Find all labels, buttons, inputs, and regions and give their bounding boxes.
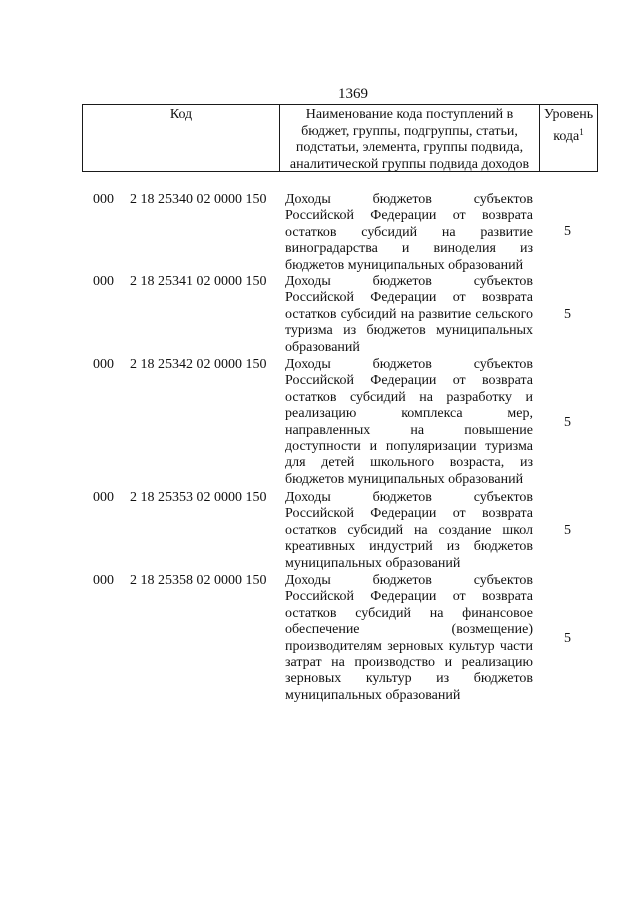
revenue-name-line: зерновых культур из бюджетов [285, 671, 533, 687]
admin-code: 000 [93, 192, 114, 207]
revenue-name-line: реализацию комплекса мер, [285, 406, 533, 422]
revenue-name-line: обеспечение (возмещение) [285, 622, 533, 638]
code-level: 5 [564, 523, 571, 538]
revenue-name [285, 192, 533, 274]
revenue-name-line: муниципальных образований [285, 687, 461, 703]
table-row [82, 573, 596, 704]
revenue-name-line: Российской Федерации от возврата [285, 589, 533, 605]
revenue-name-line: виноградарства и виноделия из [285, 241, 533, 257]
code-level: 5 [564, 631, 571, 646]
revenue-name-line: остатков субсидий на разработку и [285, 389, 533, 405]
admin-code: 000 [93, 573, 114, 588]
revenue-name-line: креативных индустрий из бюджетов [285, 539, 533, 555]
header-level [540, 107, 597, 145]
revenue-name-line: Российской Федерации от возврата [285, 506, 533, 522]
admin-code: 000 [93, 274, 114, 289]
revenue-name-line: Доходы бюджетов субъектов [285, 192, 533, 207]
revenue-code: 2 18 25358 02 0000 150 [130, 573, 267, 588]
revenue-name-line: производителям зерновых культур части [285, 638, 533, 654]
revenue-name [285, 274, 533, 356]
revenue-name-line: Российской Федерации от возврата [285, 373, 533, 389]
table-row [82, 274, 596, 356]
code-level: 5 [564, 415, 571, 430]
revenue-name-line: Доходы бюджетов субъектов [285, 274, 533, 289]
revenue-code: 2 18 25353 02 0000 150 [130, 490, 267, 505]
header-level-line [540, 124, 597, 146]
header-name-line: подстатьи, элемента, группы подвида, [295, 140, 524, 155]
header-name-line: Наименование кода поступлений в [305, 107, 514, 122]
header-name-line: бюджет, группы, подгруппы, статьи, [301, 123, 518, 139]
table-header [82, 104, 598, 172]
header-level-line: Уровень [543, 107, 594, 122]
footnote-marker: 1 [579, 126, 584, 137]
revenue-name [285, 573, 533, 704]
revenue-name-line: остатков субсидий на развитие [285, 224, 533, 240]
table-row [82, 357, 596, 488]
revenue-name-line: для детей школьного возраста, из [285, 455, 533, 471]
revenue-name-line: Доходы бюджетов субъектов [285, 573, 533, 588]
admin-code: 000 [93, 357, 114, 372]
table-row [82, 192, 596, 274]
header-name [280, 107, 539, 173]
revenue-name-line: остатков субсидий на развитие сельского [285, 306, 533, 322]
revenue-name-line: затрат на производство и реализацию [285, 654, 533, 670]
revenue-name-line: направленных на повышение [285, 422, 533, 438]
revenue-name-line: туризма из бюджетов муниципальных [285, 323, 533, 339]
revenue-code: 2 18 25342 02 0000 150 [130, 357, 267, 372]
header-code: Код [169, 107, 193, 122]
revenue-name-line: остатков субсидий на создание школ [285, 522, 533, 538]
revenue-name-line: муниципальных образований [285, 555, 461, 571]
header-name-line: аналитической группы подвида доходов [289, 156, 530, 172]
revenue-name-line: Российской Федерации от возврата [285, 290, 533, 306]
admin-code: 000 [93, 490, 114, 505]
revenue-name-line: доступности и популяризации туризма [285, 438, 533, 454]
revenue-code: 2 18 25341 02 0000 150 [130, 274, 267, 289]
revenue-name-line: Российской Федерации от возврата [285, 208, 533, 224]
revenue-code: 2 18 25340 02 0000 150 [130, 192, 267, 207]
revenue-name-line: образований [285, 339, 360, 355]
table-row [82, 490, 596, 572]
code-level: 5 [564, 224, 571, 239]
header-level-text: кода [553, 128, 580, 144]
revenue-name-line: бюджетов муниципальных образований [285, 257, 524, 273]
revenue-name-line: Доходы бюджетов субъектов [285, 490, 533, 505]
page-number: 1369 [338, 86, 368, 102]
revenue-name-line: Доходы бюджетов субъектов [285, 357, 533, 372]
revenue-name [285, 490, 533, 572]
revenue-name [285, 357, 533, 488]
revenue-name-line: бюджетов муниципальных образований [285, 471, 524, 487]
code-level: 5 [564, 307, 571, 322]
revenue-name-line: остатков субсидий на финансовое [285, 605, 533, 621]
